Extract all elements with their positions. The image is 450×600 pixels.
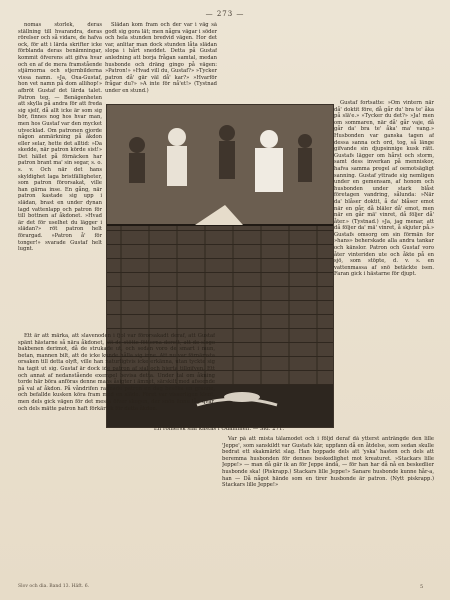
left-bottom-paragraph: Ett är att märka, att slavenoden i fjol var förorsakadt deraf, att Gustaf spänt hästarne så nära åkdonet, att de stötte fötterna derett, att de slogo bakbenen derimot, då de strukade ut, och sedan voro de smart i mun, betan, mannen bilt, att de icke kunde hålla sig inne. Att nu var förnämsta orsaken till detta olyft, ville han naturligtvis icke erkänna, utan tyckte sig ha tagit ut sig. Gustaf är dock ide patron af sjal och hjerta tillgifven. Ett och annat af nedanstående exempel bevisa detta. Under tal om åkning torde här böra anföras denne mans åsigter i ämnet, särskilt med afseende på val af åkdon. På våndrifen rannade patron en dag besöka en granne, och befallde kusken köra fram med en släde. Föret var visserligen klent, men dels gick vägen för det mesta öfver skogen, der snön ännu låg qvar, och dels mätte patron haft förkärlek för detta åkdon. — [18, 333, 215, 412]
left-column-text — [18, 22, 102, 332]
figure-caption: En romersk slaf kastas i Ödammen. — Sid. 271. — [153, 426, 285, 432]
left-column-paragraph: nomas storlek, deras ställning till hvarandra, deras rörelser och så vidare, de hafva ock, för att i lärda skrifter icke förblanda deras benämningar, kommit öfverens att gifva hvar och en af de mera framstående stjärnorna och stjernbilderna vissa namn. »Ja, Oxa-Gustaf, hon vet namn på dom allihop!» afbröt Gustaf det lärda talet. Patron teg. — Benägenheten att skylla på andra för att freda sig sjelf, då allt icke är som sig bör, finnes nog hos hvar man, men hos Gustaf var den mycket utvecklad. Om patronen gjorde någon anmärkning på åkdon eller selar, hette det alltid: »Da skedde, när patron körde sist!» Det hället på förnäcken har patron brant ma' sin segar, s. o. s. v. Och när det hans skyldighet laga bristfälligheter, som patron förorsakat, ville han gärna inse. En gång, när patron kastade sig upp i slädan, brast en under dynan lagd vattenlapp och patron för till bottnen af åkdonet. »Hvad är det för uselhet du lägger i slädan?» röt patron helt förargad. »Patron å' för tonger!» svarade Gustaf helt lugnt. — [18, 22, 102, 253]
right-column-text — [334, 100, 434, 430]
footer-text: Slov och dia. Band 13. Häft. 6. — [18, 584, 90, 589]
top-middle-paragraph: Slädan kom fram och der var i väg så godt sig gora lät; men några vägar i söder och hela stunden bredvid vägen. Hor det var, anlitar man dock stunden låta slädan slopa i hårt sneddet. Detta på Gustaf anledning att borja frågan samtal, medan husbonde och dräng gingo på vägen: »Patron!» »Hvad vill du, Gustaf?» »Tycker patron då' gär väl då' kar?» »Hvarför frågar du?» »A inte för nå'et!» (Tystnad under en stund.) — [105, 22, 217, 94]
top-middle-text — [105, 22, 217, 102]
right-bottom-paragraph: Var på att mista tålamodet och i följd deraf då ytterst anträngde den lille 'Jeppe', som sanskildt var Gustafs kär, uppfann då en åtdelse, som sedan skulle bedrat ett skakmärkt slag. Han hoppade dels att 'yska' hasten och dels att beremma husbonden för dennes beskedlighet mot kreaturet. »Stackars lille Jeppe!» — man då gär ik an för Jeppe ändå, — för han har då nå en beskedlier husbonde ska! (Piskrapp.) Stackars lille Jeppe!» Sanare husbonde kunne hår-a, han — Då något hände som en tirer husbonde är patron. (Nytt piskrapp.) Stackars lille Jeppe!» — [222, 436, 434, 489]
right-bottom-text — [222, 436, 434, 578]
page-header: — 273 — — [205, 10, 245, 18]
right-top-text — [222, 22, 332, 102]
right-column-paragraph: Gustaf fortsatte: »Om vintern när då' doktit före, då går du' bra te' åka på slä'e.» »Tycker du det?» »Ja! men om sommaren, när då' går vaje, då går da' bra te' åka' ma' vang.» Husbonden var ganska tagen af dessa sanna och ord, tog, så länge gifvande sin djupsinnige kusk rätt. Gustafs lägger om hårst och storm, samt dess inverkan på menniskor, hafva samma pregel af oemotsägligt sanning. Gustaf yttrade sig nemligen under en gemensam, af honom och husbonden under stark blåst företagen vandring, sålunda: »När da' blåser doktit, å da' blåser emot när en går, då bläler då' emot, men när en går mä' vinret, då följer då' åter.» (Tystnad.) »Ja, jag menar, att då följer da' mä' vinret, å skjuter på.» Gustafs omsorg om sin förmän for »hans» beherskade alla andra tankar och känslor. Patron och Gustaf voro åter vinteriden ute och åkte på en sjö, som stöpte, d. v. s. en vattenmassa af snö betäckte isen. Faran gick i hästarne för djupt. — [334, 100, 434, 278]
left-bottom-text — [18, 333, 215, 578]
footer-page-number: 5 — [420, 584, 424, 590]
